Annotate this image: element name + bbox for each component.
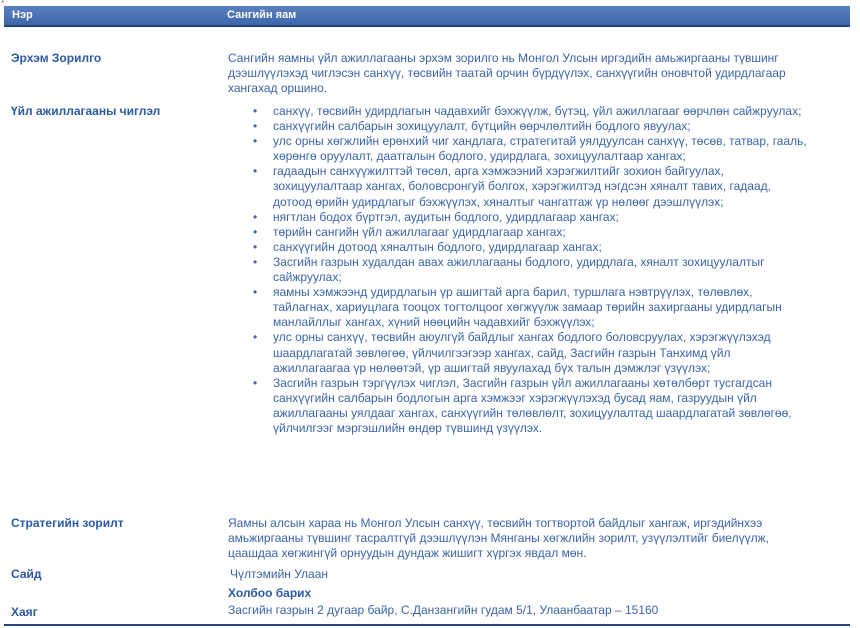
activity-line: манлайллыг хангах, хүний нөөцийн чадавхийг бэхжүүлэх; [273, 315, 595, 330]
activity-line: ажиллагааны уялдааг хангах, санхүүгийн төлөвлөлт, зохицуулалтад шаардлагатай зөвлөгөө, [273, 405, 792, 420]
activity-line: Засгийн газрын худалдан авах ажиллагааны бодлого, удирдлага, хяналт зохицуулалтыг [273, 254, 765, 269]
activity-line: улс орны хөгжлийн ерөнхий чиг хандлага, стратегитай уялдуулсан санхүү, төсөв, татвар, гааль, [273, 134, 807, 149]
bottom-border [4, 624, 850, 626]
strategy-line: амьжиргааны түвшинг тасралтгүй дээшлүүлэн Мянганы хөгжлийн зорилт, узүүлэлтийг биелүүлж, [228, 531, 769, 545]
bullet-icon: • [253, 164, 258, 179]
activity-line: ажиллагаагаа үр нөлөөтэй, үр ашигтай явуулахад бүх талын дэмжлэг үзүүлэх; [273, 360, 711, 375]
bullet-icon: • [253, 119, 258, 134]
table-header [4, 6, 850, 27]
activity-line: дотоод өрийн удирдлагыг бэхжүүлэх, хяналтыг чангатгаж үр нөлөөг дээшлүүлэх; [273, 194, 724, 209]
activity-line: гадаадын санхүүжилттэй төсөл, арга хэмжээний хэрэгжилтийг зохион байгуулах, [273, 164, 724, 179]
bullet-icon: • [253, 239, 258, 254]
bullet-icon: • [253, 209, 258, 224]
activity-line: хөрөнгө оруулалт, даатгалын бодлого, удирдлага, зохицуулалтаар хангах; [273, 149, 686, 164]
activity-item [226, 285, 856, 330]
contact-heading: Холбоо барих [228, 586, 312, 600]
activity-line: зохицуулалтаар хангах, боловсронгуй болгох, хэрэгжилтэд нэгдсэн хяналт тавих, гадаад, [273, 179, 771, 194]
bullet-icon: • [253, 375, 258, 390]
activity-line: улс орны санхүү, төсвийн аюулгүй байдлыг хангах бодлого боловсруулах, хэрэгжүүлэхэд [273, 330, 771, 345]
activity-line: тайлагнах, хариуцлага тооцох тогтолцоог хөгжүүлж замаар төрийн захиргааны удирдлагын [273, 300, 782, 315]
address-label: Хаяг [11, 605, 38, 619]
activity-line: үйлчилгээг мэргэшлийн өндөр түвшинд үзүүлэх. [273, 420, 543, 435]
strategy-line: цаашдаа хөгжингүй орнуудын дундаж жишигт хүргэх явдал мөн. [228, 546, 587, 560]
strategy-text [228, 516, 848, 561]
corner-mark: * [1, 0, 5, 8]
bullet-icon: • [253, 254, 258, 269]
mission-line: Сангийн яамны үйл ажиллагааны эрхэм зорилго нь Монгол Улсын иргэдийн амьжиргааны түвшинг [228, 51, 779, 65]
bullet-icon: • [253, 285, 258, 300]
activity-line: төрийн сангийн үйл ажиллагааг удирдлагаар хангах; [273, 224, 566, 239]
bullet-icon: • [253, 330, 258, 345]
activity-line: Засгийн газрын тэргүүлэх чиглэл, Засгийн газрын үйл ажиллагааны хөтөлбөрт тусгагдсан [273, 375, 772, 390]
activity-line: санхүүгийн дотоод хяналтын бодлого, удирдлагаар хангах; [273, 239, 602, 254]
minister-name: Чүлтэмийн Улаан [230, 567, 329, 581]
activities-label: Үйл ажиллагааны чиглэл [11, 104, 161, 118]
mission-label: Эрхэм Зорилго [11, 51, 102, 65]
activity-item [226, 255, 856, 285]
minister-label: Сайд [11, 567, 42, 581]
activity-line: сайжруулах; [273, 270, 342, 285]
bullet-icon: • [253, 224, 258, 239]
header-name-col: Нэр [12, 9, 33, 21]
activity-line: шаардлагатай зөвлөгөө, үйлчилгээгээр хангах, сайд, Засгийн газрын Танхимд үйл [273, 345, 731, 360]
activity-item [226, 210, 856, 225]
mission-text [228, 51, 848, 96]
strategy-line: Яамны алсын хараа нь Монгол Улсын санхүү, төсвийн тогтвортой байдлыг хангаж, иргэдийнхээ [228, 516, 763, 530]
bullet-icon: • [253, 134, 258, 149]
activity-item [226, 240, 856, 255]
activity-item [226, 119, 856, 134]
activity-item [226, 330, 856, 375]
strategy-label: Стратегийн зорилт [11, 516, 124, 530]
activity-item [226, 104, 856, 119]
address-value: Засгийн газрын 2 дугаар байр, С.Данзангийн гудам 5/1, Улаанбаатар – 15160 [228, 603, 659, 617]
activity-line: нягтлан бодох бүртгэл, аудитын бодлого, удирдлагаар хангах; [273, 209, 619, 224]
mission-line: дээшлүүлэхэд чиглэсэн санхүү, төсвийн таатай орчин бүрдүүлэх, санхүүгийн оновчтой удирдлагаар [228, 66, 786, 80]
activity-line: санхүүгийн салбарын зохицуулалт, бүтцийн өөрчлөлтийн бодлого явуулах; [273, 119, 691, 134]
bullet-icon: • [253, 104, 258, 118]
mission-line: хангахад оршино. [228, 81, 328, 95]
activity-line: яамны хэмжээнд удирдлагын үр ашигтай арга барил, туршлага нэвтрүүлэх, төлөвлөх, [273, 285, 753, 300]
activity-item [226, 134, 856, 164]
activity-item [226, 376, 856, 436]
activity-item [226, 164, 856, 209]
activities-list [226, 104, 856, 436]
activity-item [226, 225, 856, 240]
activity-line: санхүү, төсвийн удирдлагын чадавхийг бэхжүүлж, бүтэц, үйл ажиллагааг өөрчлөн сайжруулах; [273, 104, 802, 118]
activity-line: санхүүгийн салбарын бодлогын арга хэмжээг хэрэгжүүлэхэд бусад яам, газруудын үйл [273, 390, 757, 405]
header-ministry-col: Сангийн яам [227, 9, 297, 21]
